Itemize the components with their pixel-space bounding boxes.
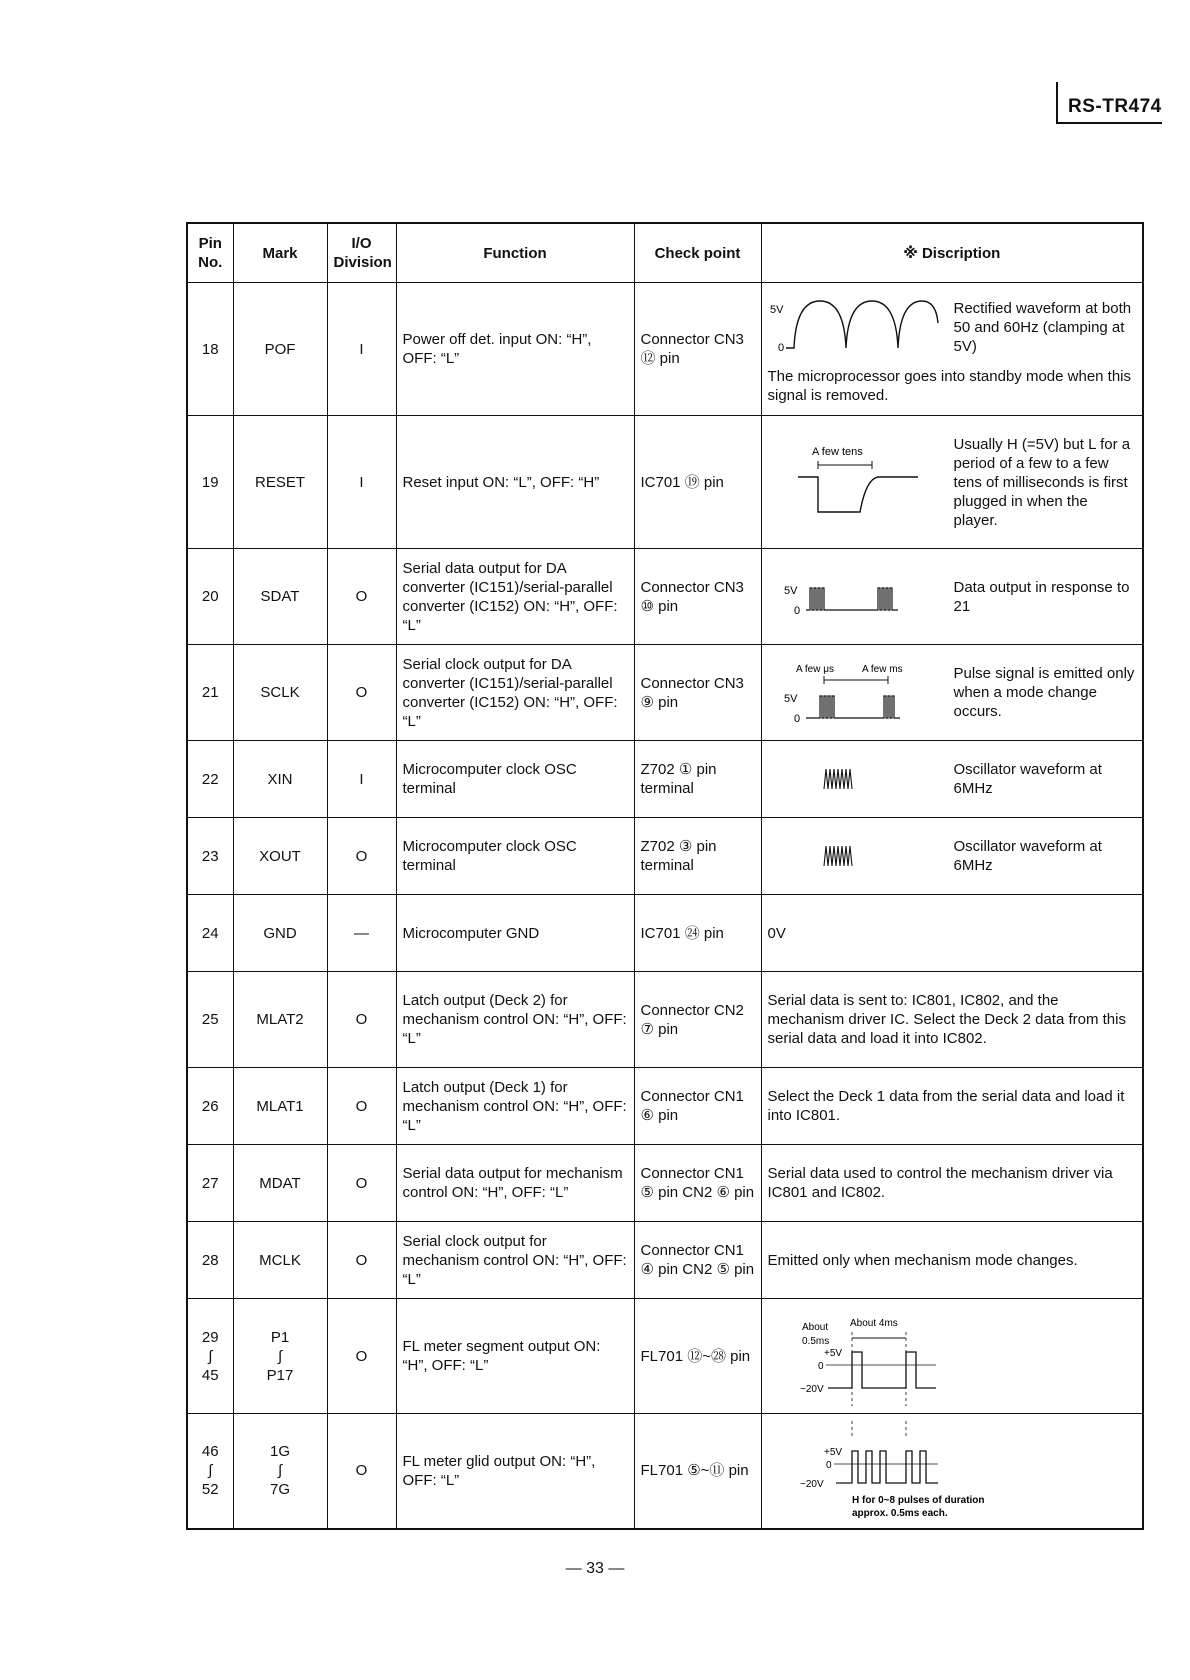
description: Serial data is sent to: IC801, IC802, and the mechanism driver IC. Select the Deck 2 data from this serial data and load it into IC802.	[761, 972, 1143, 1068]
function: Serial data output for DA converter (IC151)/serial-parallel converter (IC152) ON: “H”, OFF: “L”	[396, 549, 634, 645]
mark	[233, 1414, 327, 1529]
io-division: —	[327, 895, 396, 972]
col-pin-no: Pin No.	[187, 223, 233, 283]
pin-range-end: 45	[201, 1366, 219, 1384]
fl-segment-waveform-diagram	[768, 1306, 988, 1406]
range-symbol: ∫	[208, 1347, 213, 1365]
range-symbol: ∫	[277, 1347, 283, 1365]
col-function: Function	[396, 223, 634, 283]
description-text: Data output in response to 21	[953, 578, 1130, 615]
wave-label-minus-20v: −20V	[799, 1384, 824, 1395]
model-number: RS-TR474	[1056, 82, 1162, 124]
pin-function-table	[186, 222, 1144, 1530]
description: Select the Deck 1 data from the serial data and load it into IC801.	[761, 1068, 1143, 1145]
wave-label-0: 0	[793, 604, 800, 617]
description	[761, 416, 1143, 549]
description	[761, 549, 1143, 645]
check-point: Z702 ① pin terminal	[634, 741, 761, 818]
mark: MDAT	[233, 1145, 327, 1222]
pin-no: 22	[187, 741, 233, 818]
wave-label-5v: 5V	[783, 692, 797, 705]
oscillator-waveform-diagram	[768, 759, 948, 799]
mark: XIN	[233, 741, 327, 818]
table-row	[187, 1145, 1143, 1222]
table-row	[187, 895, 1143, 972]
wave-note-line-1: H for 0~8 pulses of duration	[851, 1494, 985, 1506]
description	[761, 1414, 1143, 1529]
wave-label-few-tens: A few tens	[811, 446, 863, 458]
pin-range-start: 29	[201, 1328, 219, 1346]
table-header-row	[187, 223, 1143, 283]
description	[761, 741, 1143, 818]
rectified-waveform-diagram	[768, 293, 948, 361]
function: Latch output (Deck 1) for mechanism control ON: “H”, OFF: “L”	[396, 1068, 634, 1145]
function: Power off det. input ON: “H”, OFF: “L”	[396, 283, 634, 416]
check-point: FL701 ⑫~㉘ pin	[634, 1299, 761, 1414]
table-row	[187, 972, 1143, 1068]
description-text: Oscillator waveform at 6MHz	[953, 838, 1102, 874]
description	[761, 1299, 1143, 1414]
mark: RESET	[233, 416, 327, 549]
io-division: O	[327, 818, 396, 895]
table-row	[187, 1299, 1143, 1414]
mark: MLAT2	[233, 972, 327, 1068]
check-point: Connector CN3 ⑩ pin	[634, 549, 761, 645]
description-text: Usually H (=5V) but L for a period of a few to a few tens of milliseconds is first plugged in when the player.	[953, 435, 1131, 529]
col-io-division: I/O Division	[327, 223, 396, 283]
col-description: ※ Discription	[761, 223, 1143, 283]
wave-label-0-5ms: 0.5ms	[801, 1336, 829, 1347]
serial-clock-burst-diagram	[768, 658, 948, 728]
wave-label-plus-5v: +5V	[823, 1348, 842, 1359]
pin-no: 26	[187, 1068, 233, 1145]
mark: SDAT	[233, 549, 327, 645]
mark: MLAT1	[233, 1068, 327, 1145]
table-row	[187, 1414, 1143, 1529]
function: FL meter segment output ON: “H”, OFF: “L”	[396, 1299, 634, 1414]
io-division: I	[327, 283, 396, 416]
mark: MCLK	[233, 1222, 327, 1299]
pin-no: 20	[187, 549, 233, 645]
io-division: O	[327, 645, 396, 741]
pin-no: 24	[187, 895, 233, 972]
description	[761, 818, 1143, 895]
wave-label-5v: 5V	[769, 304, 783, 316]
col-check-point: Check point	[634, 223, 761, 283]
io-division: O	[327, 1145, 396, 1222]
wave-label-few-us: A few μs	[795, 663, 834, 675]
wave-label-about: About	[801, 1322, 828, 1333]
pin-no	[187, 1414, 233, 1529]
pin-no: 27	[187, 1145, 233, 1222]
function: Microcomputer clock OSC terminal	[396, 741, 634, 818]
pin-no: 25	[187, 972, 233, 1068]
pin-no: 18	[187, 283, 233, 416]
mark: GND	[233, 895, 327, 972]
page-number: — 33 —	[565, 1560, 625, 1577]
fl-grid-waveform-diagram	[768, 1421, 1028, 1521]
mark-range-start: 1G	[269, 1443, 290, 1461]
pin-no: 21	[187, 645, 233, 741]
description: Serial data used to control the mechanism driver via IC801 and IC802.	[761, 1145, 1143, 1222]
wave-label-0: 0	[825, 1459, 832, 1471]
description-text: Rectified waveform at both 50 and 60Hz (clamping at 5V)	[953, 299, 1132, 355]
check-point: FL701 ⑤~⑪ pin	[634, 1414, 761, 1529]
mark: SCLK	[233, 645, 327, 741]
check-point: Connector CN1 ④ pin CN2 ⑤ pin	[634, 1222, 761, 1299]
io-division: O	[327, 1414, 396, 1529]
check-point: IC701 ⑲ pin	[634, 416, 761, 549]
function: FL meter glid output ON: “H”, OFF: “L”	[396, 1414, 634, 1529]
pin-range-start: 46	[201, 1443, 219, 1461]
pin-no: 19	[187, 416, 233, 549]
check-point: Z702 ③ pin terminal	[634, 818, 761, 895]
wave-label-5v: 5V	[783, 584, 797, 597]
io-division: O	[327, 549, 396, 645]
mark: POF	[233, 283, 327, 416]
wave-label-about-4ms: About 4ms	[849, 1318, 898, 1329]
description: Emitted only when mechanism mode changes.	[761, 1222, 1143, 1299]
wave-label-few-ms: A few ms	[861, 663, 903, 675]
table-row	[187, 1068, 1143, 1145]
wave-label-0: 0	[817, 1361, 824, 1372]
description-text: Pulse signal is emitted only when a mode change occurs.	[953, 665, 1135, 720]
wave-note-line-2: approx. 0.5ms each.	[851, 1507, 948, 1519]
function: Serial clock output for mechanism control ON: “H”, OFF: “L”	[396, 1222, 634, 1299]
table-row	[187, 741, 1143, 818]
mark-range-end: 7G	[269, 1481, 290, 1499]
function: Reset input ON: “L”, OFF: “H”	[396, 416, 634, 549]
function: Microcomputer clock OSC terminal	[396, 818, 634, 895]
check-point: Connector CN2 ⑦ pin	[634, 972, 761, 1068]
table-row	[187, 645, 1143, 741]
io-division: I	[327, 416, 396, 549]
description	[761, 283, 1143, 416]
io-division: O	[327, 1068, 396, 1145]
function: Latch output (Deck 2) for mechanism control ON: “H”, OFF: “L”	[396, 972, 634, 1068]
table-row	[187, 549, 1143, 645]
pin-range-end: 52	[201, 1481, 219, 1499]
wave-label-minus-20v: −20V	[799, 1478, 824, 1490]
mark-range-end: P17	[266, 1366, 294, 1384]
mark-range-start: P1	[270, 1328, 290, 1346]
check-point: Connector CN1 ⑥ pin	[634, 1068, 761, 1145]
description-text: Oscillator waveform at 6MHz	[953, 761, 1102, 797]
mark: XOUT	[233, 818, 327, 895]
description	[761, 645, 1143, 741]
col-mark: Mark	[233, 223, 327, 283]
mark	[233, 1299, 327, 1414]
reset-pulse-diagram	[768, 437, 948, 527]
description: 0V	[761, 895, 1143, 972]
table-row	[187, 283, 1143, 416]
wave-label-0: 0	[793, 712, 800, 725]
check-point: IC701 ㉔ pin	[634, 895, 761, 972]
io-division: O	[327, 1299, 396, 1414]
function: Serial clock output for DA converter (IC151)/serial-parallel converter (IC152) ON: “H”, OFF: “L”	[396, 645, 634, 741]
table-row	[187, 818, 1143, 895]
check-point: Connector CN3 ⑨ pin	[634, 645, 761, 741]
io-division: O	[327, 972, 396, 1068]
pin-no: 23	[187, 818, 233, 895]
check-point: Connector CN3 ⑫ pin	[634, 283, 761, 416]
pin-no	[187, 1299, 233, 1414]
pin-no: 28	[187, 1222, 233, 1299]
io-division: I	[327, 741, 396, 818]
check-point: Connector CN1 ⑤ pin CN2 ⑥ pin	[634, 1145, 761, 1222]
table-row	[187, 1222, 1143, 1299]
function: Serial data output for mechanism control ON: “H”, OFF: “L”	[396, 1145, 634, 1222]
oscillator-waveform-diagram	[768, 836, 948, 876]
range-symbol: ∫	[277, 1462, 283, 1480]
serial-data-burst-diagram	[768, 572, 948, 622]
io-division: O	[327, 1222, 396, 1299]
range-symbol: ∫	[208, 1462, 213, 1480]
wave-label-plus-5v: +5V	[823, 1446, 842, 1458]
table-row	[187, 416, 1143, 549]
description-note: The microprocessor goes into standby mode when this signal is removed.	[767, 368, 1132, 404]
function: Microcomputer GND	[396, 895, 634, 972]
wave-label-0: 0	[777, 342, 784, 354]
